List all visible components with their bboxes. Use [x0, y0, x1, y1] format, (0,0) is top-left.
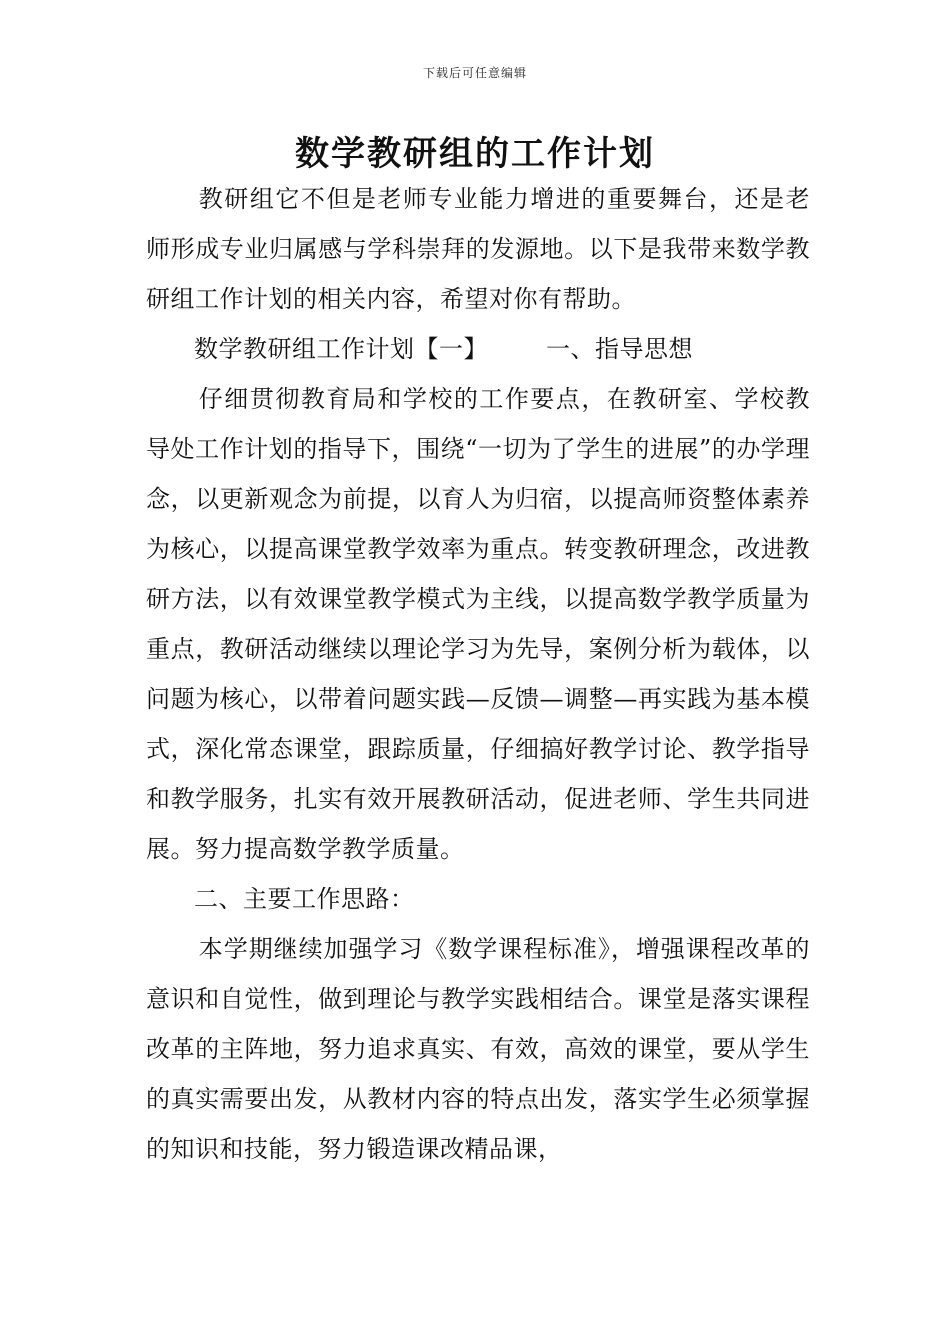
section2-heading: 二、主要工作思路：: [194, 885, 415, 913]
header-note: 下载后可任意编辑: [422, 66, 527, 80]
section1-heading: 一、指导思想: [546, 335, 693, 363]
plan-heading-line: [146, 324, 810, 374]
section1-paragraph: 仔细贯彻教育局和学校的工作要点，在教研室、学校教导处工作计划的指导下，围绕“一切为了学生的进展”的办学理念，以更新观念为前提，以育人为归宿，以提高师资整体素养为核心，以提高课堂教学效率为重点。转变教研理念，改进教研方法，以有效课堂教学模式为主线，以提高数学教学质量为重点，教研活动继续以理论学习为先导，案例分析为载体，以问题为核心，以带着问题实践—反馈—调整—再实践为基本模式，深化常态课堂，跟踪质量，仔细搞好教学讨论、教学指导和教学服务，扎实有效开展教研活动，促进老师、学生共同进展。努力提高数学教学质量。: [146, 385, 810, 863]
document-title: 数学教研组的工作计划: [295, 134, 655, 174]
section2-paragraph: 本学期继续加强学习《数学课程标准》，增强课程改革的意识和自觉性，做到理论与教学实践相结合。课堂是落实课程改革的主阵地，努力追求真实、有效，高效的课堂，要从学生的真实需要出发，从教材内容的特点出发，落实学生必须掌握的知识和技能，努力锻造课改精品课，: [146, 935, 810, 1163]
plan-heading: 数学教研组工作计划【一】: [194, 335, 488, 363]
document-body: [146, 174, 810, 1174]
intro-paragraph: 教研组它不但是老师专业能力增进的重要舞台，还是老师形成专业归属感与学科崇拜的发源地。以下是我带来数学教研组工作计划的相关内容，希望对你有帮助。: [146, 185, 810, 313]
